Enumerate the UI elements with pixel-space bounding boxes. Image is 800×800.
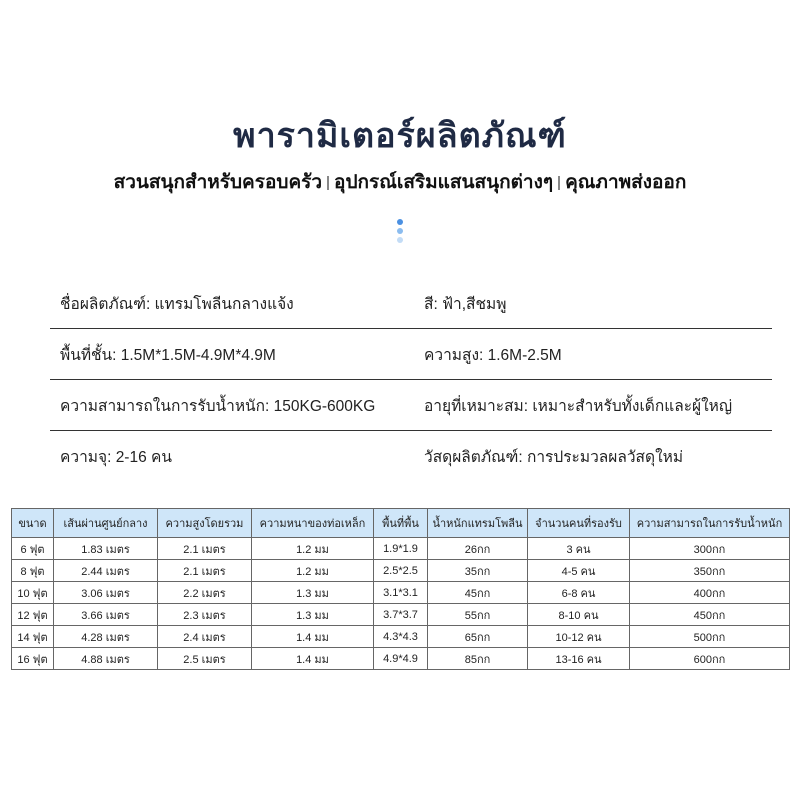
- size-table: [11, 508, 790, 670]
- table-cell: 55กก: [428, 604, 528, 626]
- table-cell: 10 ฟุต: [12, 582, 54, 604]
- subtitle-divider: [327, 176, 329, 190]
- spec-product-name: ชื่อผลิตภัณฑ์: แทรมโพลีนกลางแจ้ง: [60, 295, 294, 313]
- table-cell: 26กก: [428, 538, 528, 560]
- table-row: [12, 604, 790, 626]
- column-header: จำนวนคนที่รองรับ: [528, 509, 630, 538]
- table-cell: 6-8 คน: [528, 582, 630, 604]
- table-cell: 4.3*4.3: [374, 626, 428, 648]
- table-cell: 8 ฟุต: [12, 560, 54, 582]
- column-header: เส้นผ่านศูนย์กลาง: [54, 509, 158, 538]
- table-cell: 2.5*2.5: [374, 560, 428, 582]
- table-cell: 3.06 เมตร: [54, 582, 158, 604]
- table-cell: 13-16 คน: [528, 648, 630, 670]
- table-cell: 450กก: [630, 604, 790, 626]
- table-row: [12, 648, 790, 670]
- table-cell: 1.3 มม: [252, 582, 374, 604]
- table-cell: 35กก: [428, 560, 528, 582]
- subtitle-part-1: สวนสนุกสำหรับครอบครัว: [113, 171, 323, 193]
- table-cell: 12 ฟุต: [12, 604, 54, 626]
- table-row: [12, 538, 790, 560]
- subtitle-part-3: คุณภาพส่งออก: [565, 171, 687, 193]
- dot-icon: [397, 237, 403, 243]
- table-cell: 2.2 เมตร: [158, 582, 252, 604]
- spec-load-capacity: ความสามารถในการรับน้ำหนัก: 150KG-600KG: [60, 397, 376, 415]
- table-row: [12, 626, 790, 648]
- spec-row: [50, 329, 772, 380]
- table-cell: 4.88 เมตร: [54, 648, 158, 670]
- subtitle-divider: [558, 176, 560, 190]
- table-cell: 300กก: [630, 538, 790, 560]
- table-row: [12, 582, 790, 604]
- table-cell: 16 ฟุต: [12, 648, 54, 670]
- subtitle-part-2: อุปกรณ์เสริมแสนสนุกต่างๆ: [334, 171, 554, 193]
- table-header-row: [12, 509, 790, 538]
- table-cell: 45กก: [428, 582, 528, 604]
- spec-row: [50, 278, 772, 329]
- table-cell: 2.1 เมตร: [158, 538, 252, 560]
- table-cell: 500กก: [630, 626, 790, 648]
- table-cell: 2.1 เมตร: [158, 560, 252, 582]
- spec-material: วัสดุผลิตภัณฑ์: การประมวลผลวัสดุใหม่: [424, 448, 684, 466]
- table-cell: 1.4 มม: [252, 648, 374, 670]
- table-cell: 2.5 เมตร: [158, 648, 252, 670]
- column-header: ความสามารถในการรับน้ำหนัก: [630, 509, 790, 538]
- spec-floor-area: พื้นที่ชั้น: 1.5M*1.5M-4.9M*4.9M: [60, 346, 276, 364]
- dot-icon: [397, 219, 403, 225]
- table-cell: 3.66 เมตร: [54, 604, 158, 626]
- table-cell: 4.28 เมตร: [54, 626, 158, 648]
- table-cell: 14 ฟุต: [12, 626, 54, 648]
- table-cell: 3.1*3.1: [374, 582, 428, 604]
- table-cell: 350กก: [630, 560, 790, 582]
- dot-icon: [397, 228, 403, 234]
- table-cell: 10-12 คน: [528, 626, 630, 648]
- table-cell: 1.2 มม: [252, 538, 374, 560]
- table-cell: 8-10 คน: [528, 604, 630, 626]
- table-cell: 3 คน: [528, 538, 630, 560]
- table-cell: 600กก: [630, 648, 790, 670]
- spec-color: สี: ฟ้า,สีชมพู: [424, 295, 507, 313]
- column-header: พื้นที่พื้น: [374, 509, 428, 538]
- spec-suitable-age: อายุที่เหมาะสม: เหมาะสำหรับทั้งเด็กและผู้ใหญ่: [424, 397, 733, 415]
- column-header: ความสูงโดยรวม: [158, 509, 252, 538]
- table-cell: 2.3 เมตร: [158, 604, 252, 626]
- table-cell: 1.2 มม: [252, 560, 374, 582]
- spec-list: [50, 278, 772, 481]
- table-cell: 85กก: [428, 648, 528, 670]
- spec-row: [50, 431, 772, 481]
- table-cell: 4-5 คน: [528, 560, 630, 582]
- column-header: ขนาด: [12, 509, 54, 538]
- column-header: น้ำหนักแทรมโพลีน: [428, 509, 528, 538]
- table-cell: 2.44 เมตร: [54, 560, 158, 582]
- table-cell: 400กก: [630, 582, 790, 604]
- subtitle: [0, 167, 800, 197]
- table-cell: 1.3 มม: [252, 604, 374, 626]
- spec-height: ความสูง: 1.6M-2.5M: [424, 346, 562, 364]
- spec-row: [50, 380, 772, 431]
- table-cell: 65กก: [428, 626, 528, 648]
- spec-capacity: ความจุ: 2-16 คน: [60, 448, 172, 466]
- page-title: พารามิเตอร์ผลิตภัณฑ์: [233, 116, 567, 156]
- table-cell: 4.9*4.9: [374, 648, 428, 670]
- table-row: [12, 560, 790, 582]
- decorative-dots: [396, 219, 404, 246]
- table-cell: 1.4 มม: [252, 626, 374, 648]
- table-cell: 6 ฟุต: [12, 538, 54, 560]
- column-header: ความหนาของท่อเหล็ก: [252, 509, 374, 538]
- table-cell: 1.83 เมตร: [54, 538, 158, 560]
- table-cell: 1.9*1.9: [374, 538, 428, 560]
- table-cell: 3.7*3.7: [374, 604, 428, 626]
- table-cell: 2.4 เมตร: [158, 626, 252, 648]
